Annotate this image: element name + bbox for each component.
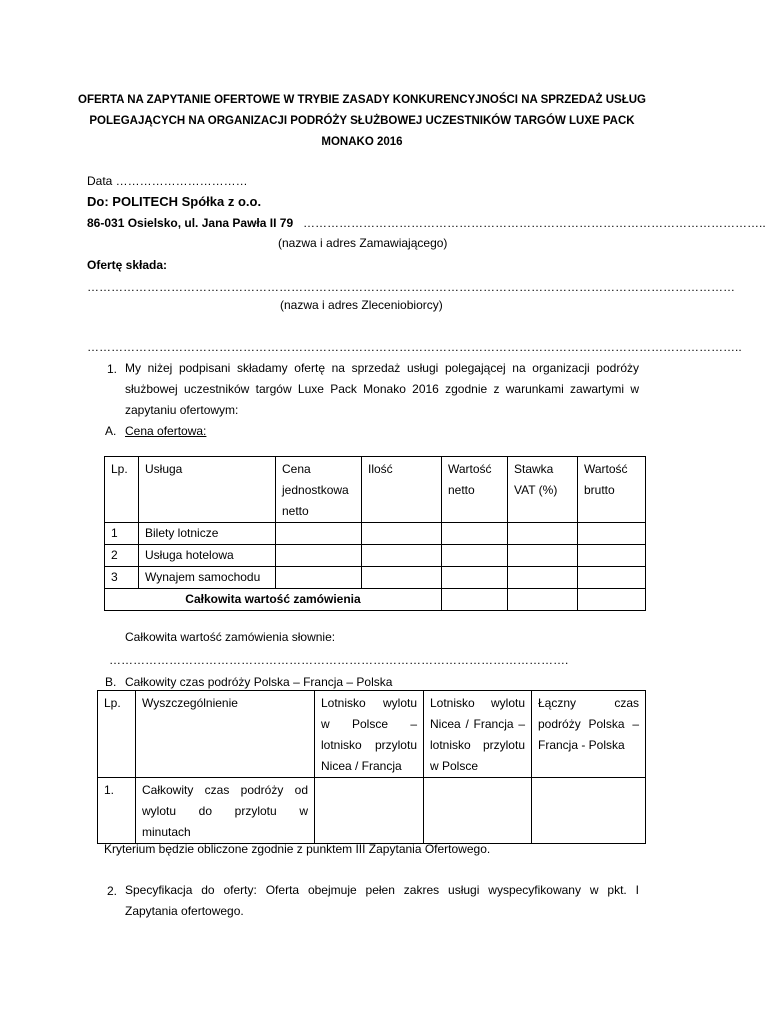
header-unit-price-line: Cena xyxy=(282,462,311,476)
table-row xyxy=(98,778,646,844)
time-header-col2 xyxy=(424,691,532,778)
row-qty-cell[interactable] xyxy=(362,567,442,589)
time-header-spec: Wyszczególnienie xyxy=(136,691,315,778)
header-service: Usługa xyxy=(139,457,276,523)
contractor-caption: (nazwa i adres Zleceniobiorcy) xyxy=(280,298,443,312)
section-1-line: zapytaniu ofertowym: xyxy=(125,403,239,417)
time-header-col1-line: w Polsce – xyxy=(321,717,417,731)
time-header-col2-line: Lotnisko wylotu xyxy=(430,696,525,710)
header-unit-price xyxy=(276,457,362,523)
row-vat-cell[interactable] xyxy=(508,523,578,545)
total-label: Całkowita wartość zamówienia xyxy=(105,589,442,611)
time-row-col2-cell[interactable] xyxy=(424,778,532,844)
row-service: Usługa hotelowa xyxy=(139,545,276,567)
price-table xyxy=(104,456,646,611)
table-row xyxy=(105,545,646,567)
header-vat xyxy=(508,457,578,523)
header-unit-price-line: netto xyxy=(282,504,309,518)
section-2-text xyxy=(125,880,639,922)
recipient-prefix: Do xyxy=(87,194,105,209)
section-a-label: A. xyxy=(105,424,117,438)
section-1-line: służbowej uczestników targów Luxe Pack Monako 2016 zgodnie z warunkami zawartymi w xyxy=(125,382,639,396)
time-header-lp: Lp. xyxy=(98,691,136,778)
section-b-label: B. xyxy=(105,675,117,689)
contractor-dots: ……………………………………………………………………………………………………………………………………………… xyxy=(87,280,735,294)
time-header-col2-line: Nicea / Francja – xyxy=(430,717,525,731)
client-caption: (nazwa i adres Zamawiającego) xyxy=(278,236,448,250)
row-unit-price-cell[interactable] xyxy=(276,567,362,589)
header-unit-price-line: jednostkowa xyxy=(282,483,349,497)
header-gross-line: brutto xyxy=(584,483,615,497)
recipient xyxy=(87,194,261,209)
total-words-label: Całkowita wartość zamówienia słownie: xyxy=(125,630,336,644)
title-line-2: POLEGAJĄCYCH NA ORGANIZACJI PODRÓŻY SŁUŻBOWEJ UCZESTNIKÓW TARGÓW LUXE PACK xyxy=(89,115,635,127)
row-net-cell[interactable] xyxy=(442,567,508,589)
title-line-3: MONAKO 2016 xyxy=(321,136,403,148)
row-lp: 3 xyxy=(105,567,139,589)
row-gross-cell[interactable] xyxy=(578,567,646,589)
row-lp: 1 xyxy=(105,523,139,545)
row-net-cell[interactable] xyxy=(442,545,508,567)
row-qty-cell[interactable] xyxy=(362,545,442,567)
header-vat-line: VAT (%) xyxy=(514,483,558,497)
title-line-1: OFERTA NA ZAPYTANIE OFERTOWE W TRYBIE ZASADY KONKURENCYJNOŚCI NA SPRZEDAŻ USŁUG xyxy=(78,94,646,106)
time-header-col3-line: Łączny czas xyxy=(538,696,639,710)
time-row-lp: 1. xyxy=(98,778,136,844)
row-service: Wynajem samochodu xyxy=(139,567,276,589)
header-gross xyxy=(578,457,646,523)
time-row-spec-line: wylotu do przylotu w xyxy=(142,804,308,818)
total-net-cell[interactable] xyxy=(442,589,508,611)
row-vat-cell[interactable] xyxy=(508,567,578,589)
section-a-title xyxy=(125,424,206,438)
time-row-col1-cell[interactable] xyxy=(315,778,424,844)
section-b-title: Całkowity czas podróży Polska – Francja – Polska xyxy=(125,675,393,689)
header-gross-line: Wartość xyxy=(584,462,628,476)
row-qty-cell[interactable] xyxy=(362,523,442,545)
section-1-number: 1. xyxy=(107,362,118,376)
row-unit-price-cell[interactable] xyxy=(276,523,362,545)
time-header-col1-line: lotnisko przylotu xyxy=(321,738,417,752)
row-service: Bilety lotnicze xyxy=(139,523,276,545)
total-vat-cell[interactable] xyxy=(508,589,578,611)
time-header-col3-line: Francja - Polska xyxy=(538,738,625,752)
time-row-spec-line: minutach xyxy=(142,825,191,839)
criterion-note: Kryterium będzie obliczone zgodnie z punktem III Zapytania Ofertowego. xyxy=(104,842,491,856)
header-net-line: Wartość xyxy=(448,462,492,476)
time-row-spec-line: Całkowity czas podróży od xyxy=(142,783,308,797)
row-gross-cell[interactable] xyxy=(578,523,646,545)
header-qty: Ilość xyxy=(362,457,442,523)
header-vat-line: Stawka xyxy=(514,462,554,476)
row-lp: 2 xyxy=(105,545,139,567)
time-header-col3-line: podróży Polska – xyxy=(538,717,639,731)
section-2-line: Specyfikacja do oferty: Oferta obejmuje pełen zakres usługi wyspecyfikowany w pkt. I xyxy=(125,883,639,897)
contractor-dots-2: ……………………………………………………………………………………………………………………………………………….. xyxy=(87,340,742,354)
row-gross-cell[interactable] xyxy=(578,545,646,567)
time-header-col1-line: Nicea / Francja xyxy=(321,759,402,773)
time-header-col1-line: Lotnisko wylotu xyxy=(321,696,417,710)
date-field: Data …………………………… xyxy=(87,174,248,188)
section-2-line: Zapytania ofertowego. xyxy=(125,904,244,918)
time-table-header xyxy=(98,691,646,778)
row-unit-price-cell[interactable] xyxy=(276,545,362,567)
header-lp: Lp. xyxy=(105,457,139,523)
offer-by-label: Ofertę składa: xyxy=(87,258,168,272)
section-1-line: My niżej podpisani składamy ofertę na sprzedaż usługi polegającej na organizacji podróży xyxy=(125,361,639,375)
recipient-address: 86-031 Osielsko, ul. Jana Pawła II 79 xyxy=(87,216,294,230)
recipient-address-dots: …………………………………………………………………………………………………….. xyxy=(303,216,766,230)
table-total-row xyxy=(105,589,646,611)
time-header-col3 xyxy=(532,691,646,778)
row-vat-cell[interactable] xyxy=(508,545,578,567)
time-header-col1 xyxy=(315,691,424,778)
time-row-spec xyxy=(136,778,315,844)
time-header-col2-line: lotnisko przylotu xyxy=(430,738,525,752)
time-row-col3-cell[interactable] xyxy=(532,778,646,844)
table-row xyxy=(105,523,646,545)
total-words-dots: ……………………………………………………………………………………………………. xyxy=(109,653,569,667)
total-gross-cell[interactable] xyxy=(578,589,646,611)
document-title xyxy=(60,90,664,153)
section-a-title-text: Cena ofertowa: xyxy=(125,424,207,438)
time-header-col2-line: w Polsce xyxy=(430,759,479,773)
travel-time-table xyxy=(97,690,646,844)
section-2-number: 2. xyxy=(107,884,118,898)
table-row xyxy=(105,567,646,589)
price-table-header xyxy=(105,457,646,523)
header-net-line: netto xyxy=(448,483,475,497)
section-1-text xyxy=(125,358,639,421)
recipient-name: : POLITECH Spółka z o.o. xyxy=(104,194,262,209)
header-net xyxy=(442,457,508,523)
row-net-cell[interactable] xyxy=(442,523,508,545)
